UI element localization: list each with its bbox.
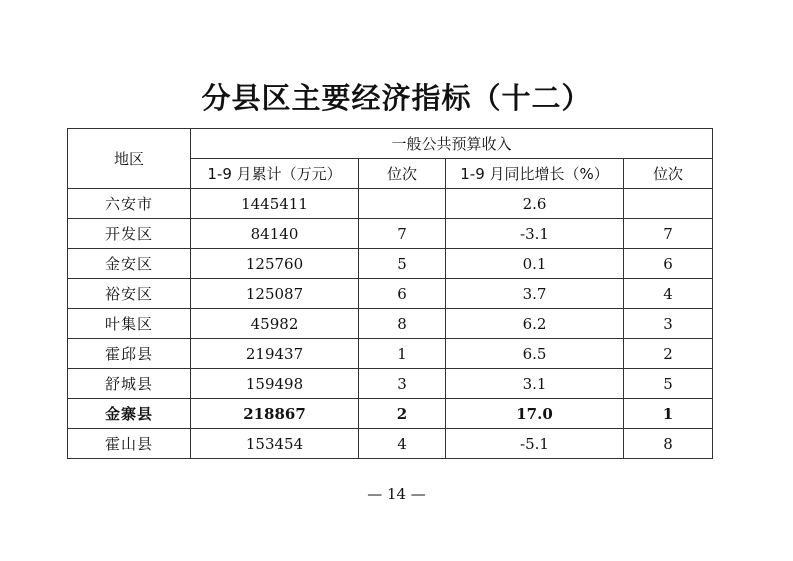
growth-cell: 2.6 xyxy=(446,189,624,219)
region-header: 地区 xyxy=(68,129,191,189)
region-cell: 六安市 xyxy=(68,189,191,219)
cumulative-cell: 219437 xyxy=(191,339,359,369)
growth-rank-cell: 6 xyxy=(624,249,713,279)
rank-cell: 2 xyxy=(359,399,446,429)
growth-cell: 17.0 xyxy=(446,399,624,429)
table-row xyxy=(68,429,713,459)
table-row xyxy=(68,339,713,369)
growth-cell: -5.1 xyxy=(446,429,624,459)
table-row xyxy=(68,399,713,429)
table-row xyxy=(68,369,713,399)
growth-cell: 3.7 xyxy=(446,279,624,309)
rank-cell: 6 xyxy=(359,279,446,309)
page-number: — 14 — xyxy=(367,485,426,503)
region-cell: 叶集区 xyxy=(68,309,191,339)
cumulative-header: 1-9 月累计（万元） xyxy=(191,159,359,189)
rank-header: 位次 xyxy=(359,159,446,189)
table-body xyxy=(68,189,713,459)
growth-rank-cell: 2 xyxy=(624,339,713,369)
rank-cell: 8 xyxy=(359,309,446,339)
cumulative-cell: 125087 xyxy=(191,279,359,309)
growth-rank-cell: 5 xyxy=(624,369,713,399)
rank-cell: 1 xyxy=(359,339,446,369)
cumulative-cell: 159498 xyxy=(191,369,359,399)
growth-rank-cell: 3 xyxy=(624,309,713,339)
growth-rank-cell: 8 xyxy=(624,429,713,459)
table-row xyxy=(68,189,713,219)
table-header-row xyxy=(68,129,713,159)
growth-cell: -3.1 xyxy=(446,219,624,249)
cumulative-cell: 84140 xyxy=(191,219,359,249)
rank-cell: 4 xyxy=(359,429,446,459)
region-cell: 舒城县 xyxy=(68,369,191,399)
growth-cell: 6.2 xyxy=(446,309,624,339)
growth-rank-cell: 1 xyxy=(624,399,713,429)
table-row xyxy=(68,249,713,279)
economic-indicators-table xyxy=(67,128,713,459)
growth-rank-header: 位次 xyxy=(624,159,713,189)
cumulative-cell: 218867 xyxy=(191,399,359,429)
region-cell: 霍邱县 xyxy=(68,339,191,369)
region-cell: 开发区 xyxy=(68,219,191,249)
growth-cell: 0.1 xyxy=(446,249,624,279)
rank-cell: 5 xyxy=(359,249,446,279)
cumulative-cell: 153454 xyxy=(191,429,359,459)
rank-cell: 7 xyxy=(359,219,446,249)
growth-cell: 6.5 xyxy=(446,339,624,369)
region-cell: 霍山县 xyxy=(68,429,191,459)
cumulative-cell: 45982 xyxy=(191,309,359,339)
cumulative-cell: 1445411 xyxy=(191,189,359,219)
rank-cell: 3 xyxy=(359,369,446,399)
region-cell: 金安区 xyxy=(68,249,191,279)
page-title: 分县区主要经济指标（十二） xyxy=(201,81,592,115)
growth-rank-cell xyxy=(624,189,713,219)
cumulative-cell: 125760 xyxy=(191,249,359,279)
growth-rank-cell: 4 xyxy=(624,279,713,309)
table-row xyxy=(68,309,713,339)
table-row xyxy=(68,219,713,249)
region-cell: 金寨县 xyxy=(68,399,191,429)
budget-revenue-group-header: 一般公共预算收入 xyxy=(191,129,713,159)
rank-cell xyxy=(359,189,446,219)
region-cell: 裕安区 xyxy=(68,279,191,309)
growth-cell: 3.1 xyxy=(446,369,624,399)
table-row xyxy=(68,279,713,309)
growth-rank-cell: 7 xyxy=(624,219,713,249)
growth-header: 1-9 月同比增长（%） xyxy=(446,159,624,189)
